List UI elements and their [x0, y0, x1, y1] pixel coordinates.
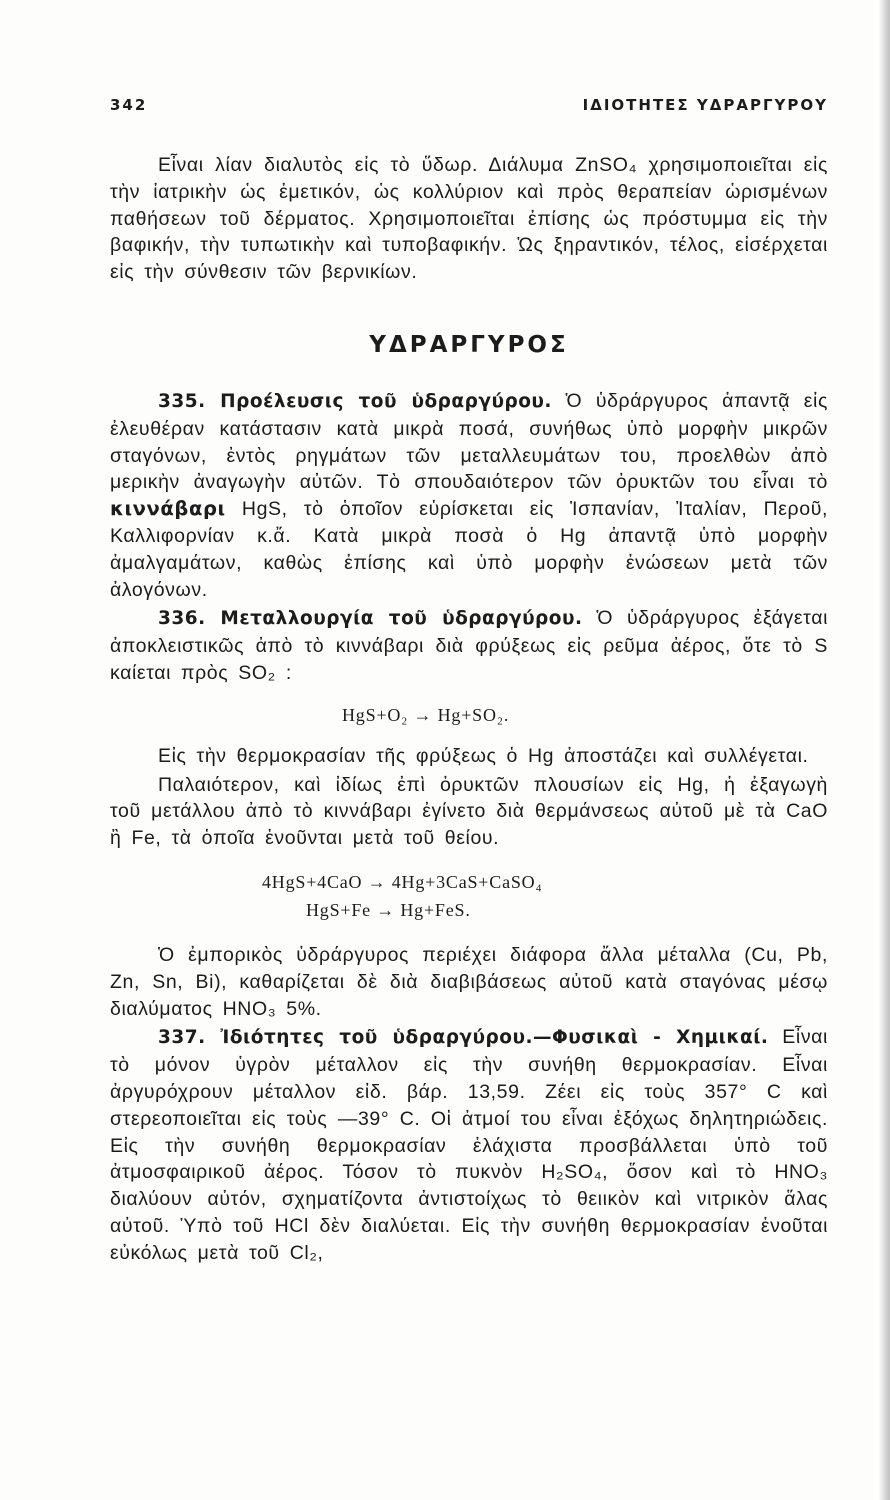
section-title: ΥΔΡΑΡΓΥΡΟΣ	[369, 331, 569, 358]
section-335-text-before: Ὁ ὑδράργυρος ἀπαντᾷ εἰς ἐλευθέραν κατάστασιν κατὰ μικρὰ ποσά, συνήθως ὑπὸ μορφὴν μικρῶν σταγόνων, ἐντὸς ρηγμάτων τῶν μεταλλευμάτων του, προελθὼν ἀπὸ μερικὴν ἀναγωγὴν αὐτῶν. Τὸ σπουδαιότερον τῶν ὀρυκτῶν του εἶναι τὸ	[110, 389, 828, 494]
section-336-paragraph-4: Ὁ ἐμπορικὸς ὑδράργυρος περιέχει διάφορα ἄλλα μέταλλα (Cu, Pb, Zn, Sn, Bi), καθαρίζεται δὲ διὰ διαβιβάσεως αὐτοῦ κατὰ σταγόνας μέσῳ διαλύματος HNO₃ 5%.	[110, 943, 828, 1020]
section-335-paragraph	[110, 388, 828, 603]
section-336-paragraph	[110, 605, 828, 686]
running-head: ΙΔΙΟΤΗΤΕΣ ΥΔΡΑΡΓΥΡΟΥ	[582, 96, 828, 114]
section-336-paragraph-3: Παλαιότερον, καὶ ἰδίως ἐπὶ ὀρυκτῶν πλουσίων εἰς Hg, ἡ ἐξαγωγὴ τοῦ μετάλλου ἀπὸ τὸ κιννάβαρι ἐγίνετο διὰ θερμάνσεως αὐτοῦ μὲ τὰ CaO ἢ Fe, τὰ ὁποῖα ἑνοῦνται μετὰ τοῦ θείου.	[110, 773, 828, 850]
section-335-heading: 335. Προέλευσις τοῦ ὑδραργύρου.	[158, 390, 552, 412]
section-337-paragraph	[110, 1024, 828, 1266]
page-header	[110, 96, 828, 126]
equation-fe: HgS+Fe → Hg+FeS.	[306, 899, 471, 920]
equation-roasting: HgS+O₂ → Hg+SO₂.	[342, 704, 510, 725]
section-335-text-after: HgS, τὸ ὁποῖον εὑρίσκεται εἰς Ἱσπανίαν, Ἰταλίαν, Περοῦ, Καλλιφορνίαν κ.ἄ. Κατὰ μικρὰ ποσὰ ὁ Hg ἀπαντᾷ ὑπὸ μορφὴν ἀμαλγαμάτων, καθὼς ἐπίσης καὶ ὑπὸ μορφὴν ἐνώσεων μετὰ τῶν ἀλογόνων.	[110, 498, 828, 601]
section-336-text: Ὁ ὑδράργυρος ἐξάγεται ἀποκλειστικῶς ἀπὸ τὸ κιννάβαρι διὰ φρύξεως εἰς ρεῦμα ἀέρος, ὅτε τὸ S καίεται πρὸς SO₂ :	[110, 607, 828, 684]
intro-paragraph: Εἶναι λίαν διαλυτὸς εἰς τὸ ὕδωρ. Διάλυμα ZnSO₄ χρησιμοποιεῖται εἰς τὴν ἰατρικὴν ὡς ἐμετικόν, ὡς κολλύριον καὶ πρὸς θεραπείαν ὡρισμένων παθήσεων τοῦ δέρματος. Χρησιμοποιεῖται ἐπίσης ὡς πρόστυμμα εἰς τὴν βαφικήν, τὴν τυπωτικὴν καὶ τυποβαφικήν. Ὡς ξηραντικόν, τέλος, εἰσέρχεται εἰς τὴν σύνθεσιν τῶν βερνικίων.	[110, 154, 828, 284]
page-spine-shadow	[878, 0, 890, 1500]
section-337-heading: 337. Ἰδιότητες τοῦ ὑδραργύρου.—Φυσικαὶ - Χημικαί.	[158, 1027, 769, 1049]
section-336-paragraph-2: Εἰς τὴν θερμοκρασίαν τῆς φρύξεως ὁ Hg ἀποστάζει καὶ συλλέγεται.	[158, 744, 809, 767]
page-number: 342	[110, 96, 148, 114]
section-335-bold-term: κιννάβαρι	[110, 497, 226, 521]
section-336-heading: 336. Μεταλλουργία τοῦ ὑδραργύρου.	[158, 608, 583, 630]
section-337-text: Εἶναι τὸ μόνον ὑγρὸν μέταλλον εἰς τὴν συνήθη θερμοκρασίαν. Εἶναι ἀργυρόχρουν μέταλλον εἰδ. βάρ. 13,59. Ζέει εἰς τοὺς 357° C καὶ στερεοποιεῖται εἰς τοὺς —39° C. Οἱ ἀτμοί του εἶναι ἐξόχως δηλητηριώδεις. Εἰς τὴν συνήθη θερμοκρασίαν ἐλάχιστα προσβάλλεται ὑπὸ τοῦ ἀτμοσφαιρικοῦ ἀέρος. Τόσον τὸ πυκνὸν H₂SO₄, ὅσον καὶ τὸ HNO₃ διαλύουν αὐτόν, σχηματίζοντα ἀντιστοίχως τὸ θειικὸν καὶ νιτρικὸν ἅλας αὐτοῦ. Ὑπὸ τοῦ HCl δὲν διαλύεται. Εἰς τὴν συνήθη θερμοκρασίαν ἑνοῦται εὐκόλως μετὰ τοῦ Cl₂,	[110, 1026, 828, 1264]
equation-cao: 4HgS+4CaO → 4Hg+3CaS+CaSO₄	[262, 871, 543, 892]
